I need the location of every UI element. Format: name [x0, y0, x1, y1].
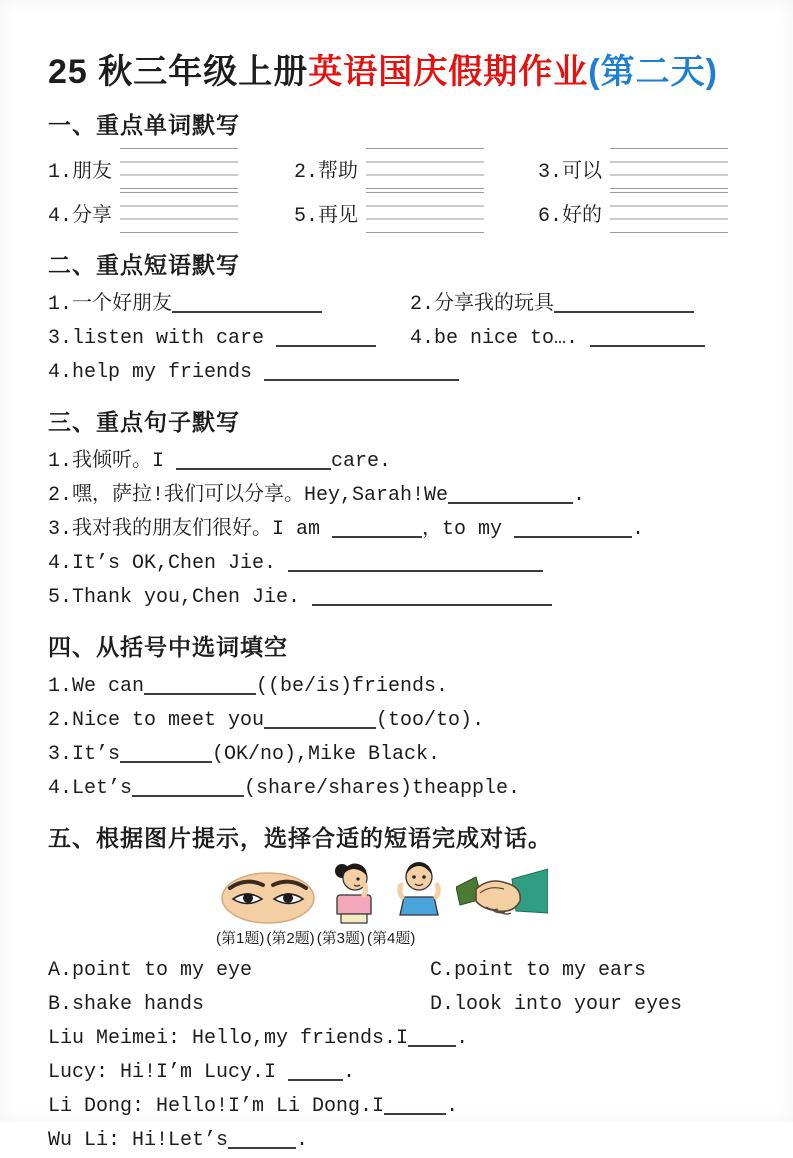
dialogue-text: . — [296, 1129, 309, 1152]
sentence-text: 1.我倾听。I — [48, 450, 177, 473]
choice-text: (too/to). — [376, 709, 485, 732]
dialogue-text: Li Dong: Hello!I’m Li Dong.I — [48, 1095, 385, 1118]
word-item — [538, 148, 745, 189]
option-b: B.shake hands — [48, 993, 205, 1016]
sentence-text: 3.我对我的朋友们很好。I am — [48, 518, 333, 541]
answer-blank — [264, 707, 376, 729]
dialogue-text: . — [343, 1061, 356, 1084]
boy-image — [390, 861, 448, 925]
sentence-item — [48, 445, 745, 479]
sentence-text: care. — [331, 450, 392, 473]
phrase-text: 1.一个好朋友 — [48, 293, 173, 316]
phrase-item — [410, 322, 705, 356]
answer-blank — [448, 482, 573, 504]
title-subject-part: 英语国庆假期作业 — [308, 53, 589, 91]
hint-picture-captions — [216, 927, 745, 948]
phrase-item — [48, 322, 410, 356]
writing-grid — [366, 192, 484, 233]
dialogue-line — [48, 1022, 745, 1056]
word-item — [48, 148, 294, 189]
picture-caption: (第2题) — [266, 930, 315, 947]
word-label: 1.朋友 — [48, 160, 113, 184]
section3-heading: 三、重点句子默写 — [48, 409, 240, 435]
answer-blank — [408, 1025, 456, 1047]
writing-grid — [120, 148, 238, 189]
word-item — [48, 192, 294, 233]
dialogue-line — [48, 1124, 745, 1158]
dialogue-text: Wu Li: Hi!Let’s — [48, 1129, 229, 1152]
dialogue-line — [48, 1056, 745, 1090]
answer-blank — [332, 516, 422, 538]
answer-blank — [288, 1059, 343, 1081]
choice-item — [48, 738, 745, 772]
word-row-1 — [48, 148, 745, 189]
choice-item — [48, 772, 745, 806]
sentence-text: 4.It’s OK,Chen Jie. — [48, 552, 289, 575]
picture-caption: (第4题) — [367, 930, 416, 947]
handshake-image — [456, 867, 548, 925]
sentence-text: 2.嘿，萨拉!我们可以分享。Hey,Sarah!We — [48, 484, 449, 507]
options-row-1 — [48, 954, 745, 988]
phrase-item — [410, 288, 694, 322]
section2-heading: 二、重点短语默写 — [48, 252, 240, 278]
choice-text: (OK/no),Mike Black. — [212, 743, 441, 766]
answer-blank — [312, 584, 552, 606]
word-item — [538, 192, 745, 233]
answer-blank — [276, 325, 376, 347]
writing-grid — [610, 192, 728, 233]
picture-caption: (第1题) — [216, 930, 265, 947]
phrase-row-1 — [48, 288, 745, 322]
option-a: A.point to my eye — [48, 959, 253, 982]
word-item — [294, 192, 538, 233]
page-title — [48, 44, 745, 93]
sentence-item — [48, 513, 745, 547]
word-row-2 — [48, 192, 745, 233]
sentence-text: ，to my — [422, 518, 515, 541]
sentence-item — [48, 547, 745, 581]
answer-blank — [132, 775, 244, 797]
dialogue-text: Liu Meimei: Hello,my friends.I — [48, 1027, 409, 1050]
eyes-image — [220, 871, 316, 925]
answer-blank — [264, 359, 459, 381]
answer-blank — [228, 1127, 296, 1149]
sentence-item — [48, 479, 745, 513]
answer-blank — [384, 1093, 446, 1115]
sentence-item — [48, 581, 745, 615]
choice-text: ((be/is)friends. — [256, 675, 449, 698]
dialogue-line — [48, 1090, 745, 1124]
section4-heading: 四、从括号中选词填空 — [48, 634, 288, 660]
answer-blank — [144, 673, 256, 695]
choice-text: 3.It’s — [48, 743, 121, 766]
option-d: D.look into your eyes — [430, 993, 683, 1016]
dialogue-text: . — [446, 1095, 459, 1118]
choice-text: (share/shares)theapple. — [244, 777, 521, 800]
answer-blank — [554, 291, 694, 313]
word-label: 4.分享 — [48, 204, 113, 228]
girl-image — [324, 861, 382, 925]
answer-blank — [288, 550, 543, 572]
options-row-2 — [48, 988, 745, 1022]
choice-text: 4.Let’s — [48, 777, 133, 800]
section5-heading: 五、根据图片提示，选择合适的短语完成对话。 — [48, 825, 552, 851]
section1-heading: 一、重点单词默写 — [48, 112, 240, 138]
phrase-item — [48, 356, 745, 390]
answer-blank — [514, 516, 632, 538]
writing-grid — [610, 148, 728, 189]
sentence-text: 5.Thank you,Chen Jie. — [48, 586, 313, 609]
dialogue-text: . — [456, 1027, 469, 1050]
writing-grid — [366, 148, 484, 189]
phrase-text: 3.listen with care — [48, 327, 277, 350]
phrase-row-2 — [48, 322, 745, 356]
answer-blank — [176, 448, 331, 470]
word-label: 2.帮助 — [294, 160, 359, 184]
phrase-text: 2.分享我的玩具 — [410, 293, 555, 316]
picture-caption: (第3题) — [316, 930, 366, 947]
option-c: C.point to my ears — [430, 959, 647, 982]
word-label: 3.可以 — [538, 160, 603, 184]
phrase-text: 4.be nice to…. — [410, 327, 591, 350]
phrase-item — [48, 288, 410, 322]
choice-item — [48, 704, 745, 738]
sentence-text: . — [632, 518, 645, 541]
word-label: 5.再见 — [294, 204, 359, 228]
choice-text: 2.Nice to meet you — [48, 709, 265, 732]
choice-item — [48, 670, 745, 704]
choice-text: 1.We can — [48, 675, 145, 698]
answer-blank — [172, 291, 322, 313]
answer-blank — [120, 741, 212, 763]
dialogue-text: Lucy: Hi!I’m Lucy.I — [48, 1061, 289, 1084]
word-label: 6.好的 — [538, 204, 603, 228]
title-grade-part: 25 秋三年级上册 — [48, 53, 309, 91]
sentence-text: . — [573, 484, 586, 507]
word-item — [294, 148, 538, 189]
writing-grid — [120, 192, 238, 233]
answer-blank — [590, 325, 705, 347]
phrase-text: 4.help my friends — [48, 361, 265, 384]
hint-pictures — [220, 861, 745, 925]
title-day-part: (第二天) — [588, 53, 718, 91]
